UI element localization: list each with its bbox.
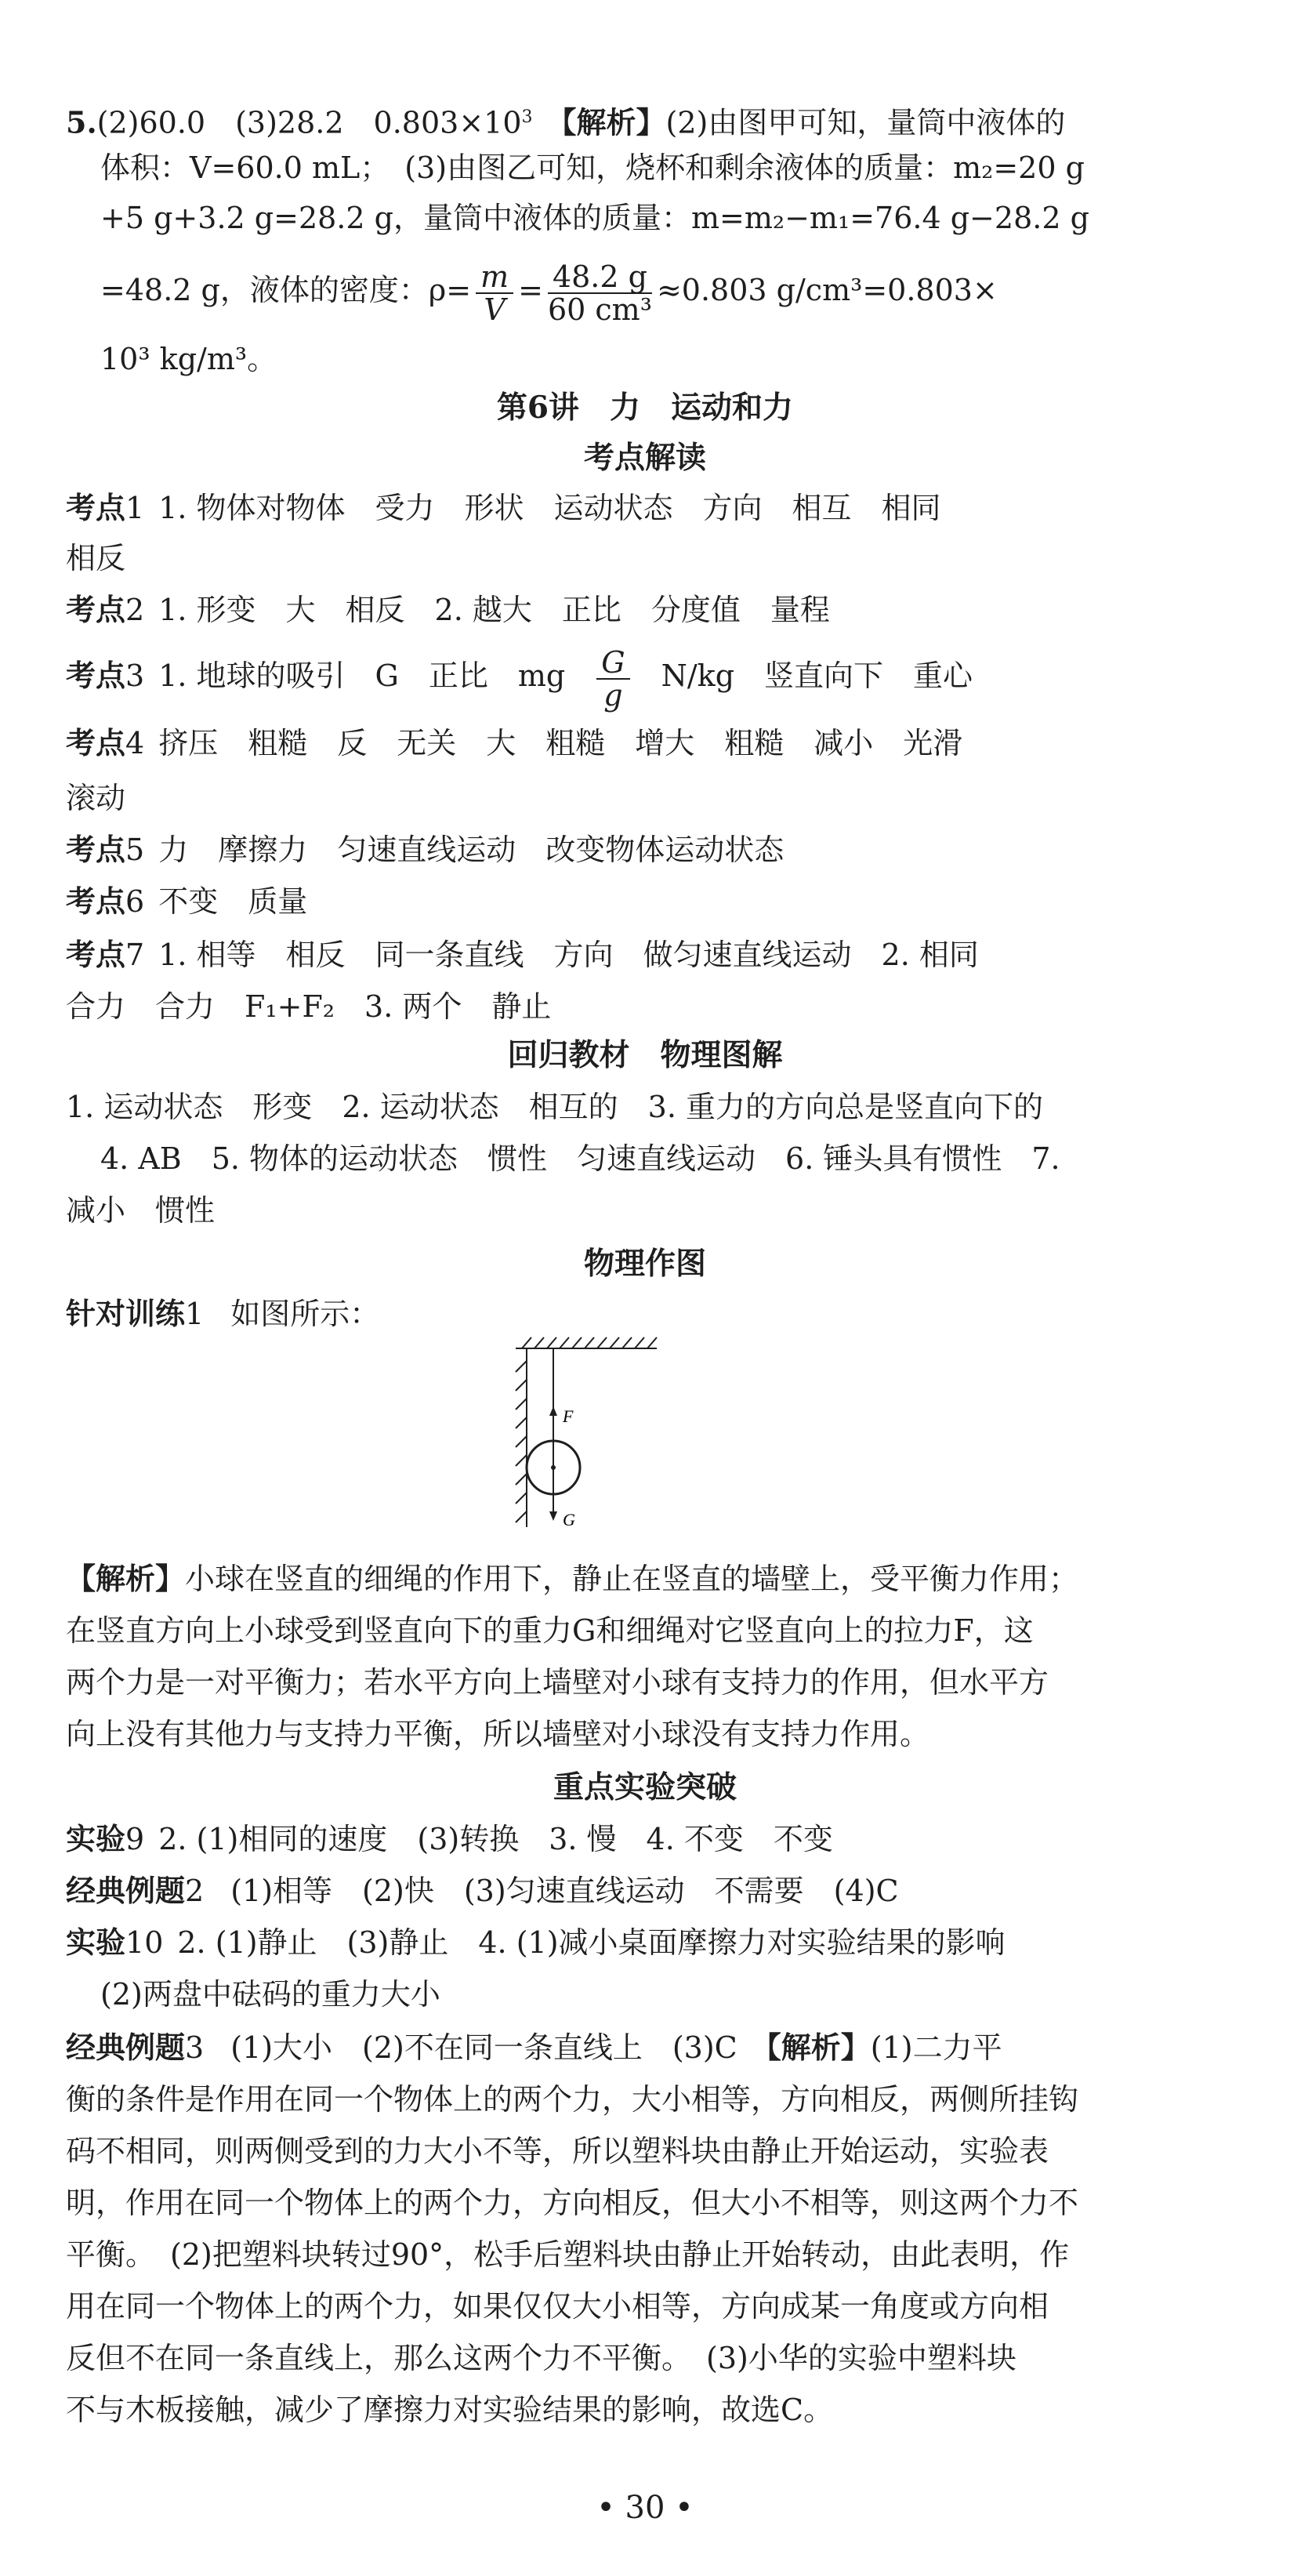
q5-line-1: 5.(2)60.0 (3)28.2 $0.803\times 10^3$ 【解析】(2)由图甲可知，量筒中液体的 bbox=[66, 104, 1066, 140]
analysis-tag: 【解析】 bbox=[546, 104, 666, 140]
fraction-m-over-v: $\frac{m}{V}$ bbox=[476, 261, 513, 325]
huigui-line-1: 1. 运动状态 形变 2. 运动状态 相互的 3. 重力的方向总是竖直向下的 bbox=[66, 1090, 1044, 1124]
section-shiyan: 重点实验突破 bbox=[553, 1769, 737, 1805]
section-zuotu: 物理作图 bbox=[583, 1246, 706, 1282]
kp-1: 考点1 1. 物体对物体 受力 形状 运动状态 方向 相互 相同 bbox=[66, 490, 941, 525]
analysis1-line-2: 在竖直方向上小球受到竖直向下的重力G和细绳对它竖直向上的拉力F，这 bbox=[66, 1613, 1034, 1648]
example-3-line-5: 用在同一个物体上的两个力，如果仅仅大小相等，方向成某一角度或方向相 bbox=[66, 2289, 1049, 2324]
example-3-line-7: 不与木板接触，减少了摩擦力对实验结果的影响，故选C。 bbox=[66, 2393, 834, 2427]
exp-9: 实验9 2. (1)相同的速度 (3)转换 3. 慢 4. 不变 不变 bbox=[66, 1821, 833, 1856]
q5-number: 5. bbox=[66, 104, 97, 140]
q5-line-4: =48.2 g，液体的密度：ρ= $\frac{m}{V}$ = $\frac{48.2 g}{\text{60 cm³}}$ ≈0.803 g/cm³=0.803× bbox=[100, 259, 998, 327]
kp-5: 考点5 力 摩擦力 匀速直线运动 改变物体运动状态 bbox=[66, 832, 785, 867]
kp-1-cont: 相反 bbox=[66, 541, 126, 575]
huigui-line-2: 4. AB 5. 物体的运动状态 惯性 匀速直线运动 6. 锤头具有惯性 7. bbox=[100, 1141, 1060, 1176]
example-3-line-4: 平衡。 (2)把塑料块转过90°，松手后塑料块由静止开始转动，由此表明，作 bbox=[66, 2237, 1070, 2272]
force-g-arrowhead bbox=[549, 1511, 557, 1521]
ball-on-wall-figure bbox=[508, 1333, 665, 1529]
kp-6: 考点6 不变 质量 bbox=[66, 883, 308, 919]
exp-10-cont: (2)两盘中砝码的重力大小 bbox=[100, 1977, 440, 2012]
lecture-title: 第6讲 力 运动和力 bbox=[496, 390, 794, 426]
kp-7: 考点7 1. 相等 相反 同一条直线 方向 做匀速直线运动 2. 相同 bbox=[66, 937, 979, 972]
wall-hatch bbox=[516, 1348, 527, 1527]
force-g-label: G bbox=[563, 1510, 575, 1529]
kp-2: 考点2 1. 形变 大 相反 2. 越大 正比 分度值 量程 bbox=[66, 592, 830, 627]
example-3-line-6: 反但不在同一条直线上，那么这两个力不平衡。 (3)小华的实验中塑料块 bbox=[66, 2341, 1016, 2375]
section-huigui: 回归教材 物理图解 bbox=[507, 1037, 783, 1073]
analysis1-line-3: 两个力是一对平衡力；若水平方向上墙壁对小球有支持力的作用，但水平方 bbox=[66, 1665, 1049, 1700]
section-kaodian: 考点解读 bbox=[583, 440, 706, 476]
force-f-label: F bbox=[563, 1406, 574, 1426]
kp-3: 考点3 1. 地球的吸引 G 正比 mg $\frac{G}{g}$ N/kg 竖直向下 重心 bbox=[66, 644, 973, 713]
force-f-arrowhead bbox=[549, 1406, 557, 1416]
example-3-line-1: 衡的条件是作用在同一个物体上的两个力，大小相等，方向相反，两侧所挂钩 bbox=[66, 2082, 1079, 2117]
example-3-line-2: 码不相同，则两侧受到的力大小不等，所以塑料块由静止开始运动，实验表 bbox=[66, 2134, 1049, 2168]
q5-line-5: 10³ kg/m³。 bbox=[100, 342, 277, 376]
example-2: 经典例题2 (1)相等 (2)快 (3)匀速直线运动 不需要 (4)C bbox=[66, 1873, 899, 1908]
training-1: 针对训练1 如图所示： bbox=[66, 1296, 380, 1331]
fraction-density-values: $\frac{48.2 g}{\text{60 cm³}}$ bbox=[547, 259, 652, 327]
huigui-line-3: 减小 惯性 bbox=[66, 1193, 216, 1228]
ceiling-hatch bbox=[516, 1337, 657, 1348]
kp-7-cont: 合力 合力 F₁+F₂ 3. 两个 静止 bbox=[66, 989, 552, 1024]
exp-10: 实验10 2. (1)静止 (3)静止 4. (1)减小桌面摩擦力对实验结果的影响 bbox=[66, 1925, 1006, 1960]
fraction-g-over-g: $\frac{G}{g}$ bbox=[596, 647, 629, 711]
q5-line-2: 体积：V=60.0 mL； (3)由图乙可知，烧杯和剩余液体的质量：m₂=20 g bbox=[100, 151, 1085, 185]
analysis1-line-1: 【解析】小球在竖直的细绳的作用下，静止在竖直的墙壁上，受平衡力作用； bbox=[66, 1561, 1079, 1596]
q5-line-3: +5 g+3.2 g=28.2 g，量筒中液体的质量：m=m₂−m₁=76.4 g−28.2 g bbox=[100, 201, 1089, 235]
example-3-line-3: 明，作用在同一个物体上的两个力，方向相反，但大小不相等，则这两个力不 bbox=[66, 2186, 1079, 2220]
analysis1-line-4: 向上没有其他力与支持力平衡，所以墙壁对小球没有支持力作用。 bbox=[66, 1717, 930, 1751]
kp-4: 考点4 挤压 粗糙 反 无关 大 粗糙 增大 粗糙 减小 光滑 bbox=[66, 725, 963, 760]
kp-4-cont: 滚动 bbox=[66, 781, 126, 815]
page-number: • 30 • bbox=[596, 2490, 694, 2526]
example-3: 经典例题3 (1)大小 (2)不在同一条直线上 (3)C 【解析】(1)二力平 bbox=[66, 2030, 1002, 2065]
